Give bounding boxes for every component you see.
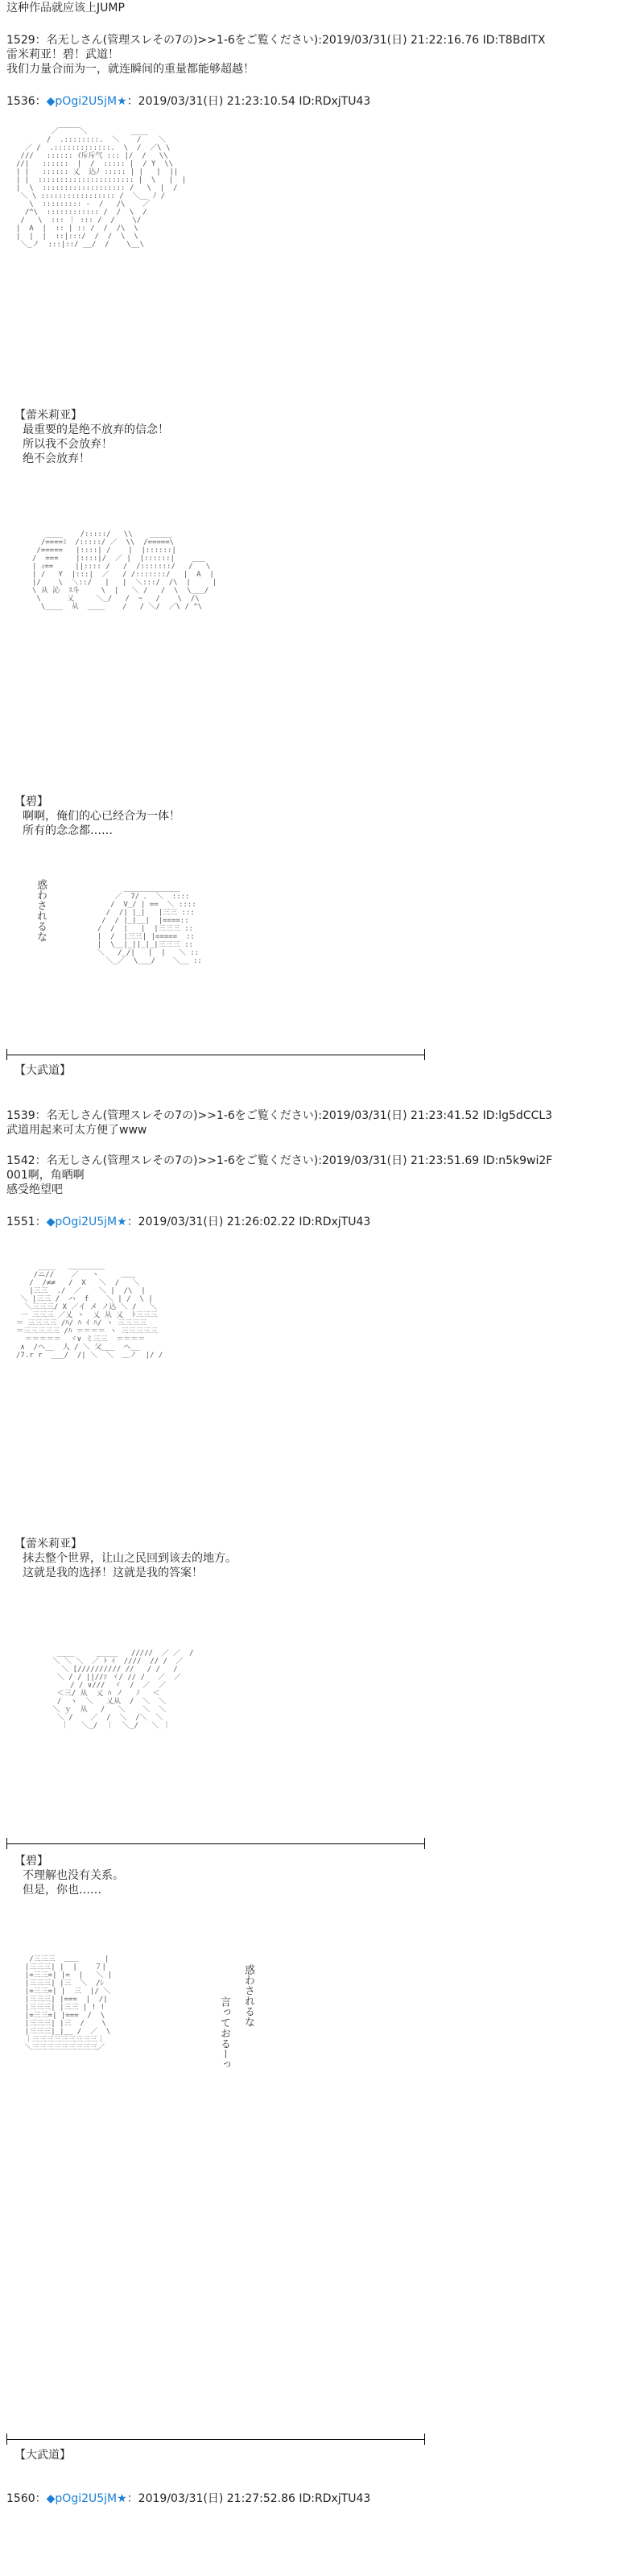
post-text: 这种作品就应该上JUMP	[6, 2, 125, 14]
dialogue-line: 抹去整个世界，让山之民回到该去的地方。	[23, 1552, 237, 1565]
dialogue-line: 不理解也没有关系。	[23, 1869, 124, 1882]
dialogue-line: 绝不会放弃！	[23, 452, 90, 465]
dialogue-line: 所有的念念都……	[23, 824, 113, 837]
ascii-art-scene: ____ _____ ///// ／ ／ / ＼ ＼ ＼ ／ ﾄ ｲ //// // / ／ ＼ [////////// // / / / ＼ / / ||//ｼ ヾ/ // / ／ ／ / / ∨/// ヾ / ／ ／ ＜三/ 从 乂 ﾊ ノ ﾉ ＜ / ヽ ＼ 乂从 / ＼ ＼ ＼ ｙ 从 / ＼ ＼ ＼ ＼ / ／ / ＼ /＼ ＼ ｜ ＼_/ ｜ ＼_/ ＼ ｜	[52, 1649, 194, 1730]
post-number: 1560：	[6, 2492, 47, 2505]
divider-tick	[424, 1049, 425, 1060]
author-trip-link[interactable]: ◆pOgi2U5jM	[46, 1216, 118, 1228]
post-header	[6, 95, 370, 108]
dialogue-line: 但是，你也……	[23, 1884, 101, 1897]
post-header	[6, 1216, 370, 1228]
ascii-art-scene: _____________ ／ 7/ ､ ＼ :::: / V_/ | == ＼ :::: / /| |_| |三三 ::: / / |_|__| |====:: / / | | |三三三 :: | / |三三| |===== :: | \__|_||_|_|三三三 :: ＼ /_/| | | ＼ :: ＼_／ \___/ ＼__ ::	[97, 885, 202, 965]
dialogue-line: 啊啊，俺们的心已经合为一体！	[23, 810, 180, 823]
post-header: 1542：名无しさん(管理スレその7の)>>1-6をご覧ください):2019/03/31(日) 21:23:51.69 ID:n5k9wi2F	[6, 1154, 553, 1167]
post-header: 1529：名无しさん(管理スレその7の)>>1-6をご覧ください):2019/03/31(日) 21:22:16.76 ID:T8BdITX	[6, 34, 546, 47]
speaker-tag: 【蕾米莉亚】	[14, 1538, 82, 1550]
post-number: 1536：	[6, 95, 47, 108]
divider-tick	[424, 2434, 425, 2445]
divider-line	[6, 2439, 425, 2440]
post-meta: ：2019/03/31(日) 21:23:10.54 ID:RDxjTU43	[126, 95, 371, 108]
vertical-caption: 惑わされるな	[35, 879, 47, 942]
speaker-tag: 【大武道】	[14, 2449, 71, 2462]
post-meta: ：2019/03/31(日) 21:27:52.86 ID:RDxjTU43	[126, 2492, 371, 2505]
post-text: 我们力量合而为一，就连瞬间的重量都能够超越！	[6, 63, 254, 76]
ascii-art-scene: ____ /:::::/ \\ _____ /====ﾐ /:::::/ ／ \\ /=====\ /===== |::::| / | |::::::| / === |::::|/ ／ | |::::::| ___ | ｨ== ||:::: / / /:::::::/ / \ | / Y |:::| ／ / /:::::::/ | A | |/ \ ＼::/ | | ＼:::/ /\ | | \ 从 沁 ｽ斗 \ | ＼ / / \ \___/ \ 乂 ＼_/ / ~ / \ /\ \____ 从 ____ / / ＼/ ／\ / ^\	[32, 530, 217, 611]
dialogue-line: 这就是我的选择！这就是我的答案！	[23, 1567, 203, 1579]
author-trip-link[interactable]: ◆pOgi2U5jM	[46, 2492, 118, 2505]
speaker-tag: 【蕾米莉亚】	[14, 409, 82, 422]
star-icon: ★	[117, 2492, 127, 2505]
vertical-caption: 惑わされるな	[242, 1964, 254, 2027]
dialogue-line: 所以我不会放弃！	[23, 438, 113, 451]
speaker-tag: 【碧】	[14, 1855, 48, 1868]
post-text: 武道用起来可太方便了www	[6, 1124, 147, 1137]
ascii-art-scene: ____ ＿＿＿＿＿ /ニ// ／ ヽ ＿＿ / /≠≠ / X ＼ / ＼ |三三 ./ ／ ＼ | /\ | ＼ |三三 / ハ f ＼ | / \ | ＼三三三/ X ／イ メ ノ込 ＼ / ＼ 一 三三三 ／乂 ヽ 乂 从 乂 ﾄ三三三 ＝ 三三三三 /ﾊ/ ﾊ ｲ ﾊ/ ヽ 三三三三 ＝三三三三三 /ﾊ ＝＝＝＝ ヽ 三三三三三 ＝＝＝＝＝ ヾ∨ ミ三三 ＝＝＝＝ ∧ /へ__ 人 / ＼ 父___ へ__ /7.r r ___/ /| ＼ ＼ ＿ノ |/ /	[16, 1263, 163, 1360]
post-meta: ：2019/03/31(日) 21:26:02.22 ID:RDxjTU43	[126, 1216, 371, 1228]
post-text: 001啊，角晒啊	[6, 1169, 85, 1182]
divider-tick	[6, 1838, 7, 1849]
ascii-art-scene: /三三三 ＿＿ | |三三三| | | ７| |=三三=| |= | ＼ | |三三三| |三 ＼ /ﾚ |=三三=| | 三 |/ ＼ |三三三| |=== | /| |三三三| |三三 | ! ! |=三三=| |=== / \ |三三三| |三 / \ |三三三|_|__ / ／ \ ｜三三三三三三三三三｜ ＼三三三三三三三三三／	[24, 1955, 113, 2052]
divider-line	[6, 1843, 425, 1844]
divider-tick	[6, 1049, 7, 1060]
speaker-tag: 【碧】	[14, 795, 48, 808]
post-number: 1551：	[6, 1216, 47, 1228]
author-trip-link[interactable]: ◆pOgi2U5jM	[46, 95, 118, 108]
speaker-tag: 【大武道】	[14, 1064, 71, 1077]
divider-tick	[6, 2434, 7, 2445]
post-header	[6, 2492, 370, 2505]
vertical-caption: 言っておるーっ	[218, 1996, 230, 2070]
star-icon: ★	[117, 95, 127, 108]
divider-tick	[424, 1838, 425, 1849]
star-icon: ★	[117, 1216, 127, 1228]
dialogue-line: 最重要的是绝不放弃的信念！	[23, 423, 169, 436]
post-text: 雷米莉亚！碧！武道！	[6, 48, 119, 61]
ascii-art-scene: ／￣￣￣＼ ____ / .::::::::. ＼ / ＼ ／ / .:::::::::::::. \ / ／\ \ /// :::::: ｲ斥斥气 ::: |/ / \\ //| :::::: | / ::::: | / Y \\ | | :::::: 乂 込ﾉ ::::: | | | || | | :::::::::::::::::::::: | \ | | | \ ::::::::::::::::::: / \ | / ＼ \ ::::::::::::::::: / ＼__ ﾉ / \ ::::::::: ‐ / /\ ／ /^\ :::::::::::: / / \ / / \ ::: ｜ ::: / / \/ | A | :: | :: / / /\ \ | | | ::|:::/ / / \ \ ＼_ノ :::|::/ __/ / \__\	[16, 128, 187, 249]
post-text: 感受绝望吧	[6, 1183, 63, 1196]
post-header: 1539：名无しさん(管理スレその7の)>>1-6をご覧ください):2019/03/31(日) 21:23:41.52 ID:lg5dCCL3	[6, 1109, 553, 1122]
